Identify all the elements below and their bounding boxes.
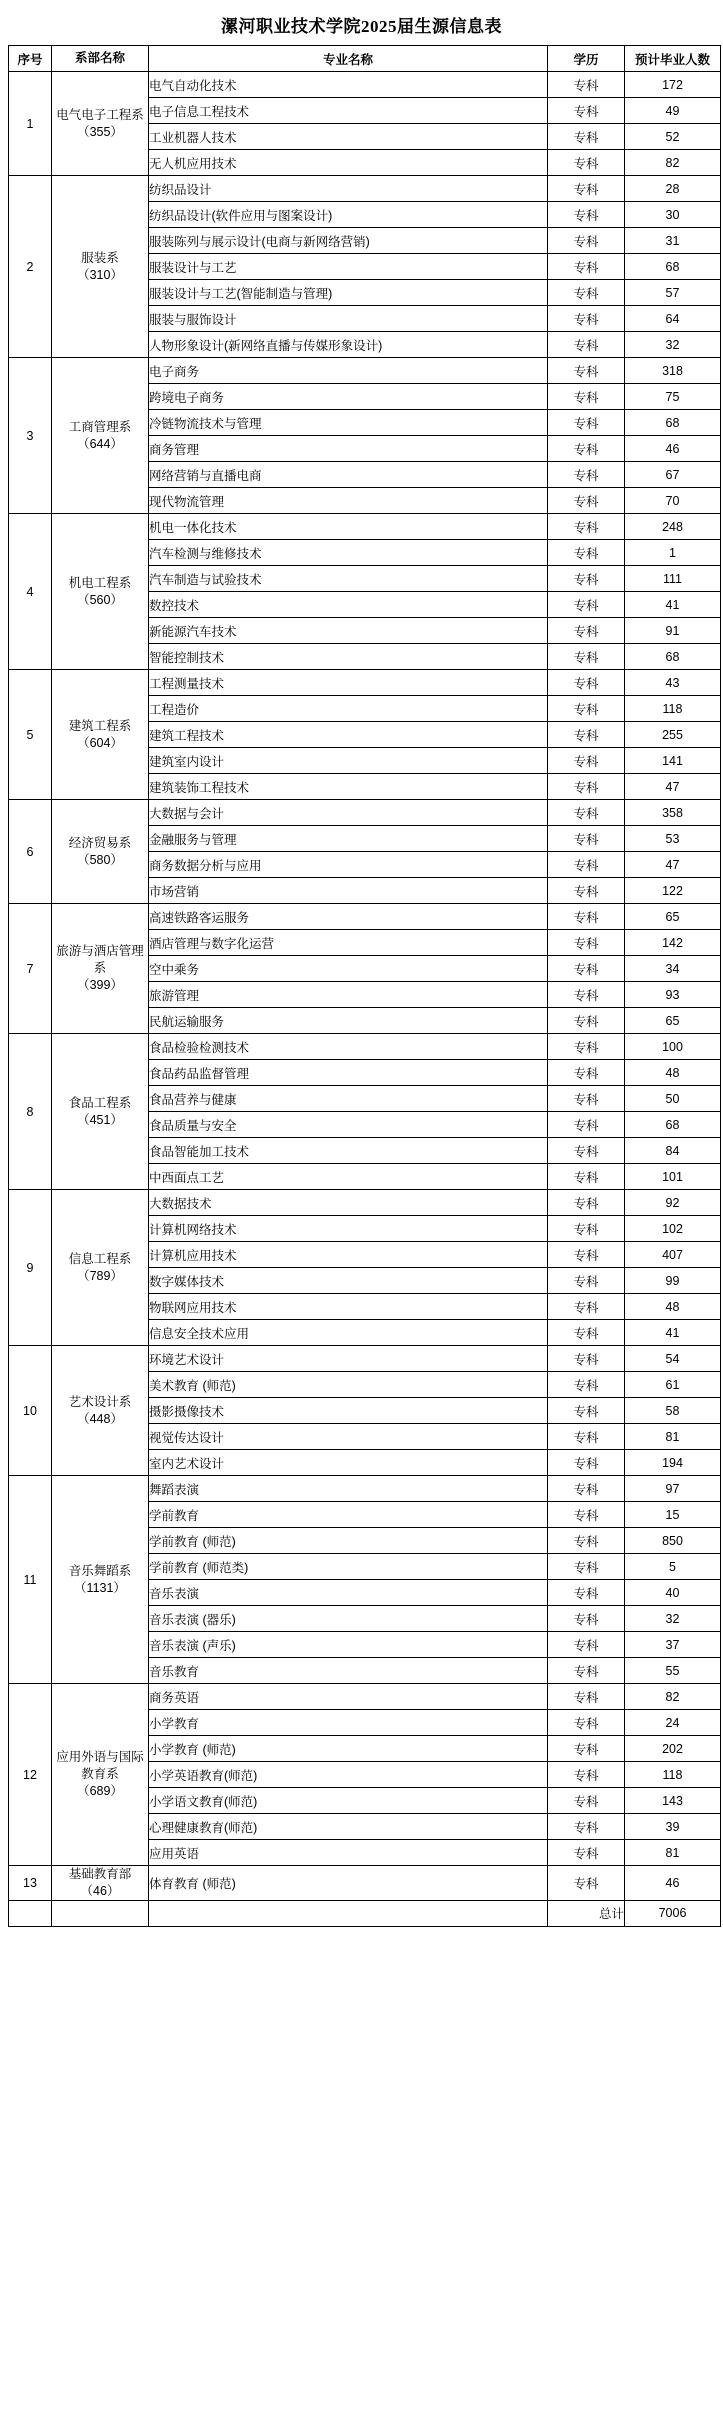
graduates-cell: 34	[625, 956, 721, 982]
education-cell: 专科	[548, 1554, 625, 1580]
graduates-cell: 118	[625, 1762, 721, 1788]
row-index-cell: 4	[9, 514, 52, 670]
department-count: （604）	[77, 735, 123, 750]
major-cell: 数字媒体技术	[149, 1268, 548, 1294]
major-cell: 无人机应用技术	[149, 150, 548, 176]
education-cell: 专科	[548, 644, 625, 670]
major-cell: 纺织品设计	[149, 176, 548, 202]
department-cell	[52, 1034, 149, 1190]
graduates-cell: 118	[625, 696, 721, 722]
major-cell: 市场营销	[149, 878, 548, 904]
graduates-cell: 407	[625, 1242, 721, 1268]
graduates-cell: 82	[625, 1684, 721, 1710]
row-index-cell: 12	[9, 1684, 52, 1866]
education-cell: 专科	[548, 670, 625, 696]
graduates-cell: 91	[625, 618, 721, 644]
table-row	[9, 358, 721, 384]
row-index-cell: 6	[9, 800, 52, 904]
graduates-cell: 143	[625, 1788, 721, 1814]
graduates-cell: 248	[625, 514, 721, 540]
major-cell: 民航运输服务	[149, 1008, 548, 1034]
department-name: 工商管理系	[68, 419, 132, 434]
row-index-cell: 10	[9, 1346, 52, 1476]
graduates-cell: 46	[625, 436, 721, 462]
major-cell: 食品营养与健康	[149, 1086, 548, 1112]
total-label: 总计	[548, 1900, 625, 1926]
graduates-cell: 47	[625, 852, 721, 878]
graduates-cell: 68	[625, 644, 721, 670]
department-name: 应用外语与国际教育系	[56, 1750, 144, 1782]
column-header-index: 序号	[9, 46, 52, 72]
education-cell: 专科	[548, 1736, 625, 1762]
education-cell: 专科	[548, 1502, 625, 1528]
graduates-cell: 141	[625, 748, 721, 774]
major-cell: 服装设计与工艺(智能制造与管理)	[149, 280, 548, 306]
graduates-cell: 41	[625, 592, 721, 618]
department-cell	[52, 358, 149, 514]
graduates-cell: 68	[625, 254, 721, 280]
education-cell: 专科	[548, 800, 625, 826]
major-cell: 应用英语	[149, 1840, 548, 1866]
row-index-cell: 7	[9, 904, 52, 1034]
major-cell: 人物形象设计(新网络直播与传媒形象设计)	[149, 332, 548, 358]
department-cell	[52, 1190, 149, 1346]
education-cell: 专科	[548, 1138, 625, 1164]
department-cell	[52, 800, 149, 904]
major-cell: 网络营销与直播电商	[149, 462, 548, 488]
major-cell: 食品检验检测技术	[149, 1034, 548, 1060]
graduates-cell: 54	[625, 1346, 721, 1372]
graduates-cell: 61	[625, 1372, 721, 1398]
education-cell: 专科	[548, 1528, 625, 1554]
graduates-cell: 81	[625, 1424, 721, 1450]
major-cell: 小学语文教育(师范)	[149, 1788, 548, 1814]
table-header	[9, 46, 721, 72]
graduates-cell: 55	[625, 1658, 721, 1684]
table-row	[9, 1190, 721, 1216]
graduates-cell: 37	[625, 1632, 721, 1658]
major-cell: 食品药品监督管理	[149, 1060, 548, 1086]
major-cell: 现代物流管理	[149, 488, 548, 514]
major-cell: 电子商务	[149, 358, 548, 384]
major-cell: 大数据与会计	[149, 800, 548, 826]
table-row	[9, 1034, 721, 1060]
graduates-cell: 53	[625, 826, 721, 852]
education-cell: 专科	[548, 1840, 625, 1866]
graduates-cell: 194	[625, 1450, 721, 1476]
education-cell: 专科	[548, 1398, 625, 1424]
major-cell: 建筑装饰工程技术	[149, 774, 548, 800]
major-cell: 酒店管理与数字化运营	[149, 930, 548, 956]
graduates-cell: 122	[625, 878, 721, 904]
table-row	[9, 670, 721, 696]
major-cell: 建筑工程技术	[149, 722, 548, 748]
department-count: （560）	[77, 592, 123, 607]
education-cell: 专科	[548, 306, 625, 332]
major-cell: 服装陈列与展示设计(电商与新网络营销)	[149, 228, 548, 254]
department-name: 艺术设计系	[68, 1394, 132, 1409]
major-cell: 服装设计与工艺	[149, 254, 548, 280]
graduates-cell: 31	[625, 228, 721, 254]
education-cell: 专科	[548, 722, 625, 748]
department-count: （789）	[77, 1268, 123, 1283]
education-cell: 专科	[548, 748, 625, 774]
major-cell: 小学教育	[149, 1710, 548, 1736]
graduates-cell: 50	[625, 1086, 721, 1112]
department-cell	[52, 904, 149, 1034]
major-cell: 学前教育 (师范)	[149, 1528, 548, 1554]
department-cell	[52, 1866, 149, 1901]
education-cell: 专科	[548, 280, 625, 306]
graduates-cell: 5	[625, 1554, 721, 1580]
graduates-cell: 92	[625, 1190, 721, 1216]
department-cell	[52, 72, 149, 176]
department-cell	[52, 1346, 149, 1476]
education-cell: 专科	[548, 1034, 625, 1060]
education-cell: 专科	[548, 1606, 625, 1632]
education-cell: 专科	[548, 254, 625, 280]
graduates-cell: 49	[625, 98, 721, 124]
table-row	[9, 176, 721, 202]
source-info-table	[8, 45, 721, 1927]
graduates-cell: 99	[625, 1268, 721, 1294]
major-cell: 工程测量技术	[149, 670, 548, 696]
department-name: 旅游与酒店管理系	[56, 944, 144, 976]
major-cell: 电气自动化技术	[149, 72, 548, 98]
column-header-education: 学历	[548, 46, 625, 72]
total-spacer-department	[52, 1900, 149, 1926]
major-cell: 汽车制造与试验技术	[149, 566, 548, 592]
major-cell: 空中乘务	[149, 956, 548, 982]
major-cell: 高速铁路客运服务	[149, 904, 548, 930]
table-row	[9, 1684, 721, 1710]
major-cell: 建筑室内设计	[149, 748, 548, 774]
graduates-cell: 255	[625, 722, 721, 748]
education-cell: 专科	[548, 540, 625, 566]
graduates-cell: 39	[625, 1814, 721, 1840]
education-cell: 专科	[548, 852, 625, 878]
major-cell: 商务管理	[149, 436, 548, 462]
graduates-cell: 358	[625, 800, 721, 826]
graduates-cell: 24	[625, 1710, 721, 1736]
major-cell: 汽车检测与维修技术	[149, 540, 548, 566]
row-index-cell: 2	[9, 176, 52, 358]
table-header-row	[9, 46, 721, 72]
major-cell: 食品智能加工技术	[149, 1138, 548, 1164]
education-cell: 专科	[548, 202, 625, 228]
education-cell: 专科	[548, 514, 625, 540]
graduates-cell: 70	[625, 488, 721, 514]
major-cell: 室内艺术设计	[149, 1450, 548, 1476]
table-row	[9, 514, 721, 540]
department-cell	[52, 176, 149, 358]
department-count: （580）	[77, 852, 123, 867]
graduates-cell: 57	[625, 280, 721, 306]
education-cell: 专科	[548, 358, 625, 384]
department-cell	[52, 1476, 149, 1684]
graduates-cell: 82	[625, 150, 721, 176]
education-cell: 专科	[548, 488, 625, 514]
department-count: （46）	[80, 1883, 120, 1898]
department-count: （689）	[77, 1783, 123, 1798]
education-cell: 专科	[548, 1008, 625, 1034]
row-index-cell: 13	[9, 1866, 52, 1901]
education-cell: 专科	[548, 1684, 625, 1710]
education-cell: 专科	[548, 72, 625, 98]
graduates-cell: 100	[625, 1034, 721, 1060]
major-cell: 商务英语	[149, 1684, 548, 1710]
row-index-cell: 3	[9, 358, 52, 514]
major-cell: 音乐表演 (声乐)	[149, 1632, 548, 1658]
row-index-cell: 11	[9, 1476, 52, 1684]
graduates-cell: 43	[625, 670, 721, 696]
department-count: （310）	[77, 267, 123, 282]
graduates-cell: 48	[625, 1294, 721, 1320]
table-footer	[9, 1900, 721, 1926]
major-cell: 学前教育	[149, 1502, 548, 1528]
education-cell: 专科	[548, 982, 625, 1008]
education-cell: 专科	[548, 384, 625, 410]
department-count: （451）	[77, 1112, 123, 1127]
row-index-cell: 5	[9, 670, 52, 800]
education-cell: 专科	[548, 878, 625, 904]
major-cell: 音乐表演	[149, 1580, 548, 1606]
education-cell: 专科	[548, 436, 625, 462]
major-cell: 机电一体化技术	[149, 514, 548, 540]
education-cell: 专科	[548, 1658, 625, 1684]
major-cell: 中西面点工艺	[149, 1164, 548, 1190]
department-cell	[52, 514, 149, 670]
education-cell: 专科	[548, 618, 625, 644]
education-cell: 专科	[548, 1762, 625, 1788]
major-cell: 物联网应用技术	[149, 1294, 548, 1320]
education-cell: 专科	[548, 1580, 625, 1606]
page-title: 漯河职业技术学院2025届生源信息表	[221, 17, 502, 36]
graduates-cell: 15	[625, 1502, 721, 1528]
total-value: 7006	[625, 1900, 721, 1926]
major-cell: 摄影摄像技术	[149, 1398, 548, 1424]
graduates-cell: 65	[625, 904, 721, 930]
total-row	[9, 1900, 721, 1926]
major-cell: 新能源汽车技术	[149, 618, 548, 644]
department-cell	[52, 670, 149, 800]
education-cell: 专科	[548, 150, 625, 176]
major-cell: 小学英语教育(师范)	[149, 1762, 548, 1788]
major-cell: 音乐教育	[149, 1658, 548, 1684]
graduates-cell: 102	[625, 1216, 721, 1242]
education-cell: 专科	[548, 1866, 625, 1901]
row-index-cell: 8	[9, 1034, 52, 1190]
column-header-graduates: 预计毕业人数	[625, 46, 721, 72]
major-cell: 信息安全技术应用	[149, 1320, 548, 1346]
major-cell: 食品质量与安全	[149, 1112, 548, 1138]
education-cell: 专科	[548, 1060, 625, 1086]
major-cell: 计算机网络技术	[149, 1216, 548, 1242]
major-cell: 冷链物流技术与管理	[149, 410, 548, 436]
graduates-cell: 111	[625, 566, 721, 592]
graduates-cell: 84	[625, 1138, 721, 1164]
department-count: （355）	[77, 124, 123, 139]
department-name: 基础教育部	[68, 1867, 132, 1881]
major-cell: 旅游管理	[149, 982, 548, 1008]
education-cell: 专科	[548, 1814, 625, 1840]
education-cell: 专科	[548, 332, 625, 358]
education-cell: 专科	[548, 124, 625, 150]
graduates-cell: 46	[625, 1866, 721, 1901]
graduates-cell: 93	[625, 982, 721, 1008]
graduates-cell: 81	[625, 1840, 721, 1866]
major-cell: 音乐表演 (器乐)	[149, 1606, 548, 1632]
education-cell: 专科	[548, 1346, 625, 1372]
graduates-cell: 68	[625, 1112, 721, 1138]
education-cell: 专科	[548, 98, 625, 124]
major-cell: 工程造价	[149, 696, 548, 722]
row-index-cell: 1	[9, 72, 52, 176]
education-cell: 专科	[548, 1268, 625, 1294]
major-cell: 电子信息工程技术	[149, 98, 548, 124]
graduates-cell: 41	[625, 1320, 721, 1346]
column-header-major: 专业名称	[149, 46, 548, 72]
education-cell: 专科	[548, 1450, 625, 1476]
total-spacer-index	[9, 1900, 52, 1926]
education-cell: 专科	[548, 930, 625, 956]
graduates-cell: 97	[625, 1476, 721, 1502]
department-count: （644）	[77, 436, 123, 451]
major-cell: 纺织品设计(软件应用与图案设计)	[149, 202, 548, 228]
major-cell: 视觉传达设计	[149, 1424, 548, 1450]
graduates-cell: 28	[625, 176, 721, 202]
table-row	[9, 1346, 721, 1372]
graduates-cell: 67	[625, 462, 721, 488]
education-cell: 专科	[548, 462, 625, 488]
education-cell: 专科	[548, 1086, 625, 1112]
graduates-cell: 47	[625, 774, 721, 800]
education-cell: 专科	[548, 904, 625, 930]
department-name: 音乐舞蹈系	[68, 1563, 132, 1578]
major-cell: 舞蹈表演	[149, 1476, 548, 1502]
education-cell: 专科	[548, 1164, 625, 1190]
row-index-cell: 9	[9, 1190, 52, 1346]
graduates-cell: 850	[625, 1528, 721, 1554]
graduates-cell: 48	[625, 1060, 721, 1086]
education-cell: 专科	[548, 1242, 625, 1268]
department-cell	[52, 1684, 149, 1866]
table-row	[9, 800, 721, 826]
education-cell: 专科	[548, 696, 625, 722]
education-cell: 专科	[548, 1632, 625, 1658]
graduates-cell: 101	[625, 1164, 721, 1190]
department-name: 电气电子工程系	[56, 107, 144, 122]
graduates-cell: 202	[625, 1736, 721, 1762]
education-cell: 专科	[548, 176, 625, 202]
education-cell: 专科	[548, 228, 625, 254]
department-name: 信息工程系	[68, 1251, 132, 1266]
education-cell: 专科	[548, 410, 625, 436]
column-header-department: 系部名称	[52, 46, 149, 72]
education-cell: 专科	[548, 956, 625, 982]
major-cell: 心理健康教育(师范)	[149, 1814, 548, 1840]
education-cell: 专科	[548, 592, 625, 618]
major-cell: 跨境电子商务	[149, 384, 548, 410]
graduates-cell: 65	[625, 1008, 721, 1034]
graduates-cell: 318	[625, 358, 721, 384]
education-cell: 专科	[548, 1424, 625, 1450]
department-count: （1131）	[74, 1580, 126, 1595]
major-cell: 工业机器人技术	[149, 124, 548, 150]
department-count: （448）	[77, 1411, 123, 1426]
graduates-cell: 64	[625, 306, 721, 332]
major-cell: 大数据技术	[149, 1190, 548, 1216]
major-cell: 环境艺术设计	[149, 1346, 548, 1372]
major-cell: 学前教育 (师范类)	[149, 1554, 548, 1580]
graduates-cell: 68	[625, 410, 721, 436]
graduates-cell: 1	[625, 540, 721, 566]
major-cell: 计算机应用技术	[149, 1242, 548, 1268]
major-cell: 智能控制技术	[149, 644, 548, 670]
graduates-cell: 52	[625, 124, 721, 150]
table-body	[9, 72, 721, 1901]
education-cell: 专科	[548, 1372, 625, 1398]
major-cell: 数控技术	[149, 592, 548, 618]
total-spacer-major	[149, 1900, 548, 1926]
department-name: 建筑工程系	[68, 718, 132, 733]
major-cell: 金融服务与管理	[149, 826, 548, 852]
major-cell: 体育教育 (师范)	[149, 1866, 548, 1901]
department-name: 机电工程系	[68, 575, 132, 590]
major-cell: 服装与服饰设计	[149, 306, 548, 332]
graduates-cell: 30	[625, 202, 721, 228]
major-cell: 小学教育 (师范)	[149, 1736, 548, 1762]
graduates-cell: 32	[625, 1606, 721, 1632]
graduates-cell: 172	[625, 72, 721, 98]
education-cell: 专科	[548, 1788, 625, 1814]
graduates-cell: 32	[625, 332, 721, 358]
department-count: （399）	[77, 977, 123, 992]
department-name: 经济贸易系	[68, 835, 132, 850]
major-cell: 商务数据分析与应用	[149, 852, 548, 878]
education-cell: 专科	[548, 774, 625, 800]
education-cell: 专科	[548, 1112, 625, 1138]
education-cell: 专科	[548, 826, 625, 852]
table-row	[9, 904, 721, 930]
graduates-cell: 142	[625, 930, 721, 956]
graduates-cell: 58	[625, 1398, 721, 1424]
education-cell: 专科	[548, 1216, 625, 1242]
education-cell: 专科	[548, 1476, 625, 1502]
education-cell: 专科	[548, 1320, 625, 1346]
education-cell: 专科	[548, 566, 625, 592]
education-cell: 专科	[548, 1190, 625, 1216]
major-cell: 美术教育 (师范)	[149, 1372, 548, 1398]
table-row	[9, 1476, 721, 1502]
education-cell: 专科	[548, 1710, 625, 1736]
table-row	[9, 72, 721, 98]
department-name: 服装系	[81, 250, 119, 265]
graduates-cell: 75	[625, 384, 721, 410]
graduates-cell: 40	[625, 1580, 721, 1606]
table-row	[9, 1866, 721, 1901]
department-name: 食品工程系	[68, 1095, 132, 1110]
education-cell: 专科	[548, 1294, 625, 1320]
